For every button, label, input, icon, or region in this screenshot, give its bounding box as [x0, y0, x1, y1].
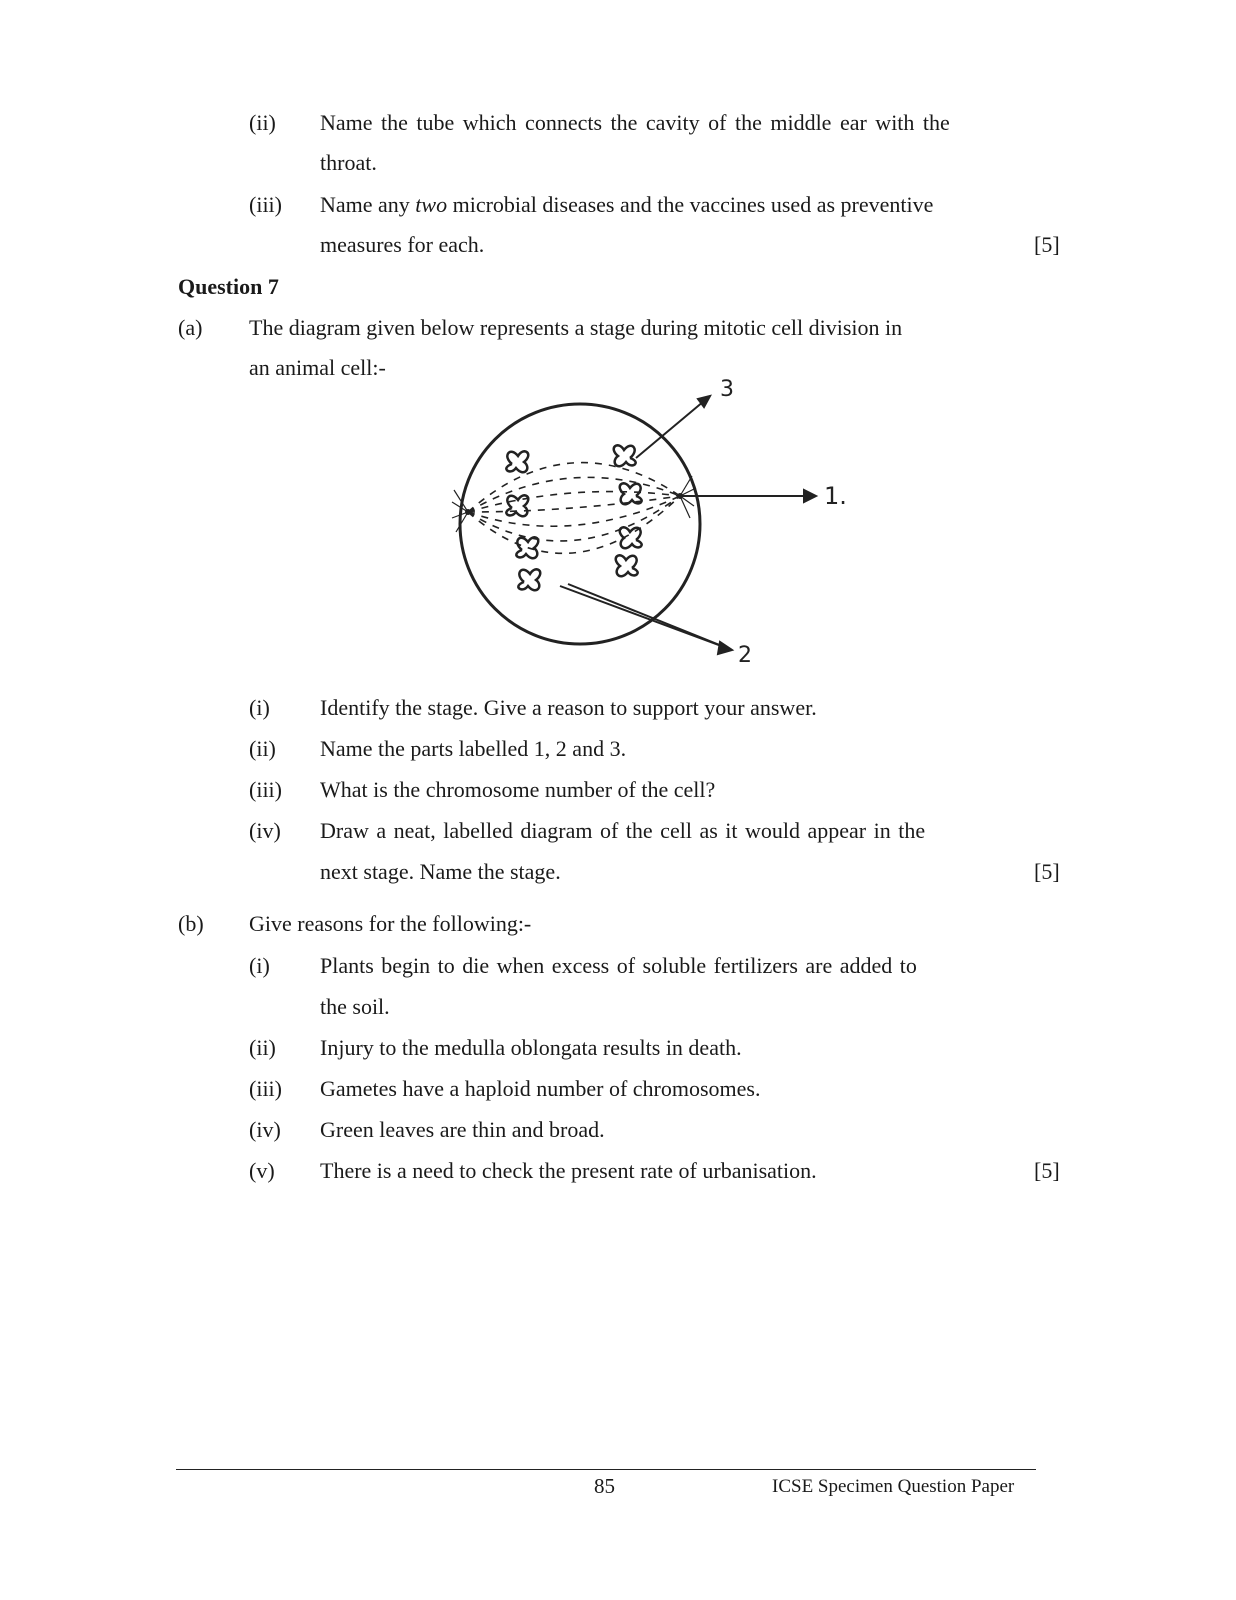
label-arrows [560, 396, 816, 654]
question-text: The diagram given below represents a stage during mitotic cell division in [249, 315, 903, 340]
marks: [5] [1034, 232, 1060, 257]
question-text: the soil. [320, 994, 390, 1019]
question-text: Injury to the medulla oblongata results in death. [320, 1035, 742, 1060]
part-label: (b) [178, 911, 204, 936]
question-text: next stage. Name the stage. [320, 859, 561, 884]
item-number: (ii) [249, 110, 276, 135]
label-two: 2 [738, 643, 752, 668]
question-text: Gametes have a haploid number of chromosomes. [320, 1076, 761, 1101]
item-number: (v) [249, 1158, 275, 1183]
marks: [5] [1034, 1158, 1060, 1183]
question-text: measures for each. [320, 232, 485, 257]
chromatids-right [614, 445, 642, 576]
question-text: an animal cell:- [249, 355, 386, 380]
question-text: Give reasons for the following:- [249, 911, 532, 936]
question-text: Name any two microbial diseases and the vaccines used as preventive [320, 192, 934, 217]
question-text: throat. [320, 150, 377, 175]
part-label: (a) [178, 315, 203, 340]
question-text: Identify the stage. Give a reason to support your answer. [320, 695, 817, 720]
label-one: 1. [824, 482, 847, 510]
marks: [5] [1034, 859, 1060, 884]
item-number: (i) [249, 695, 270, 720]
item-number: (iii) [249, 192, 282, 217]
question-text: Green leaves are thin and broad. [320, 1117, 605, 1142]
item-number: (i) [249, 953, 270, 978]
question-text: Name the parts labelled 1, 2 and 3. [320, 736, 627, 761]
question-heading: Question 7 [178, 274, 279, 299]
question-text: What is the chromosome number of the cell? [320, 777, 716, 802]
item-number: (ii) [249, 1035, 276, 1060]
question-text: Draw a neat, labelled diagram of the cell as it would appear in the [320, 818, 926, 843]
item-number: (iii) [249, 1076, 282, 1101]
question-text: There is a need to check the present rate of urbanisation. [320, 1158, 817, 1183]
footer-rule [176, 1469, 1036, 1470]
question-text: Plants begin to die when excess of soluble fertilizers are added to [320, 953, 917, 978]
item-number: (iv) [249, 818, 281, 843]
page-number: 85 [594, 1474, 615, 1498]
spindle-fibres [468, 463, 680, 554]
question-text: Name the tube which connects the cavity of the middle ear with the [320, 110, 950, 135]
mitosis-diagram [440, 372, 880, 672]
item-number: (ii) [249, 736, 276, 761]
chromatids-left [506, 451, 540, 590]
item-number: (iii) [249, 777, 282, 802]
label-three: 3 [720, 377, 734, 402]
footer-title: ICSE Specimen Question Paper [772, 1476, 1015, 1497]
item-number: (iv) [249, 1117, 281, 1142]
